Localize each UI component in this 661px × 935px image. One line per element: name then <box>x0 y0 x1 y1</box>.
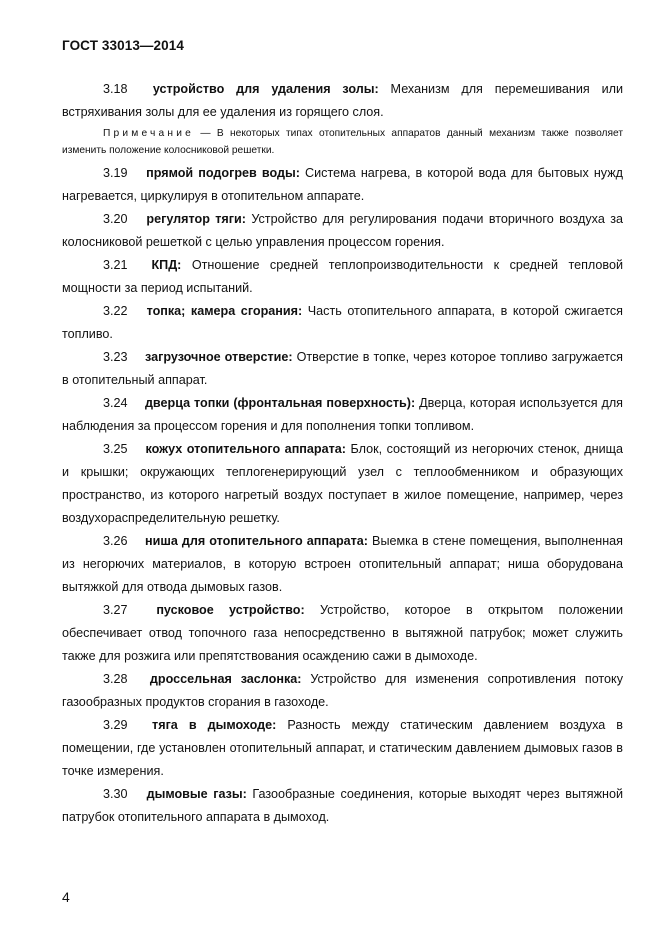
definition-entry-3-19 <box>62 162 623 208</box>
note-text: — В некоторых типах отопительных аппаратов данный механизм также позволяет изменить положение колосниковой решетки. <box>62 128 623 156</box>
entry-term: дымовые газы: <box>146 787 247 801</box>
entry-definition: Устройство, которое в открытом положении обеспечивает отвод топочного газа непосредственно в вытяжной патрубок; может служить также для розжига или препятствования осаждению сажи в дымоходе. <box>62 603 623 663</box>
definition-entry-3-24 <box>62 392 623 438</box>
definition-entry-3-26 <box>62 530 623 599</box>
entry-number: 3.22 <box>103 304 128 318</box>
definition-entry-3-21 <box>62 254 623 300</box>
entry-definition: Механизм для перемешивания или встряхивания золы для ее удаления из горящего слоя. <box>62 82 623 119</box>
entry-definition: Выемка в стене помещения, выполненная из негорючих материалов, в которую встроен отопительный аппарат; ниша оборудована вытяжкой для отвода дымовых газов. <box>62 534 623 594</box>
entry-number: 3.26 <box>103 534 128 548</box>
entry-term: кожух отопительного аппарата: <box>145 442 346 456</box>
document-body <box>62 78 623 829</box>
entry-term: прямой подогрев воды: <box>146 166 300 180</box>
entry-definition: Система нагрева, в которой вода для бытовых нужд нагревается, циркулируя в отопительном аппарате. <box>62 166 624 203</box>
entry-term: КПД: <box>151 258 182 272</box>
entry-definition: Блок, состоящий из негорючих стенок, днища и крышки; окружающих теплогенерирующий узел с теплообменником и образующих пространство, из которого нагретый воздух поступает в жилое помещение, например, через воздухораспределительную решетку. <box>62 442 624 525</box>
entry-term: дроссельная заслонка: <box>149 672 302 686</box>
entry-term: дверца топки (фронтальная поверхность): <box>144 396 416 410</box>
entry-number: 3.20 <box>103 212 128 226</box>
entry-term: тяга в дымоходе: <box>152 718 277 732</box>
definition-entry-3-20 <box>62 208 623 254</box>
entry-number: 3.24 <box>103 396 128 410</box>
entry-number: 3.18 <box>103 82 128 96</box>
entry-number: 3.21 <box>103 258 128 272</box>
definition-entry-3-25 <box>62 438 623 530</box>
entry-definition: Отношение средней теплопроизводительности к средней тепловой мощности за период испытаний. <box>62 258 623 295</box>
note-label: Примечание <box>103 128 194 139</box>
page-number: 4 <box>62 889 70 905</box>
entry-number: 3.28 <box>103 672 128 686</box>
entry-definition: Отверстие в топке, через которое топливо загружается в отопительный аппарат. <box>62 350 623 387</box>
entry-term: топка; камера сгорания: <box>146 304 303 318</box>
note-paragraph <box>62 124 623 162</box>
definition-entry-3-28 <box>62 668 623 714</box>
entry-definition: Дверца, которая используется для наблюдения за процессом горения и для пополнения топки топливом. <box>62 396 623 433</box>
entry-term: устройство для удаления золы: <box>152 82 379 96</box>
entry-number: 3.27 <box>103 603 128 617</box>
definition-entry-3-18 <box>62 78 623 124</box>
entry-number: 3.23 <box>103 350 128 364</box>
entry-definition: Газообразные соединения, которые выходят через вытяжной патрубок отопительного аппарата в дымоход. <box>62 787 623 824</box>
standard-designation: ГОСТ 33013—2014 <box>62 38 184 53</box>
entry-number: 3.19 <box>103 166 128 180</box>
entry-term: пусковое устройство: <box>156 603 305 617</box>
definition-entry-3-23 <box>62 346 623 392</box>
entry-term: ниша для отопительного аппарата: <box>145 534 369 548</box>
entry-number: 3.25 <box>103 442 128 456</box>
entry-term: загрузочное отверстие: <box>145 350 293 364</box>
entry-number: 3.29 <box>103 718 128 732</box>
entry-definition: Устройство для регулирования подачи вторичного воздуха за колосниковой решеткой с целью управления процессом горения. <box>62 212 623 249</box>
definition-entry-3-29 <box>62 714 623 783</box>
entry-number: 3.30 <box>103 787 128 801</box>
definition-entry-3-27 <box>62 599 623 668</box>
entry-definition: Устройство для изменения сопротивления потоку газообразных продуктов сгорания в газоходе. <box>62 672 624 709</box>
entry-definition: Разность между статическим давлением воздуха в помещении, где установлен отопительный аппарат, и статическим давлением дымовых газов в точке измерения. <box>62 718 623 778</box>
entry-definition: Часть отопительного аппарата, в которой сжигается топливо. <box>62 304 623 341</box>
document-header <box>62 38 184 53</box>
entry-term: регулятор тяги: <box>146 212 246 226</box>
definition-entry-3-22 <box>62 300 623 346</box>
definition-entry-3-30 <box>62 783 623 829</box>
